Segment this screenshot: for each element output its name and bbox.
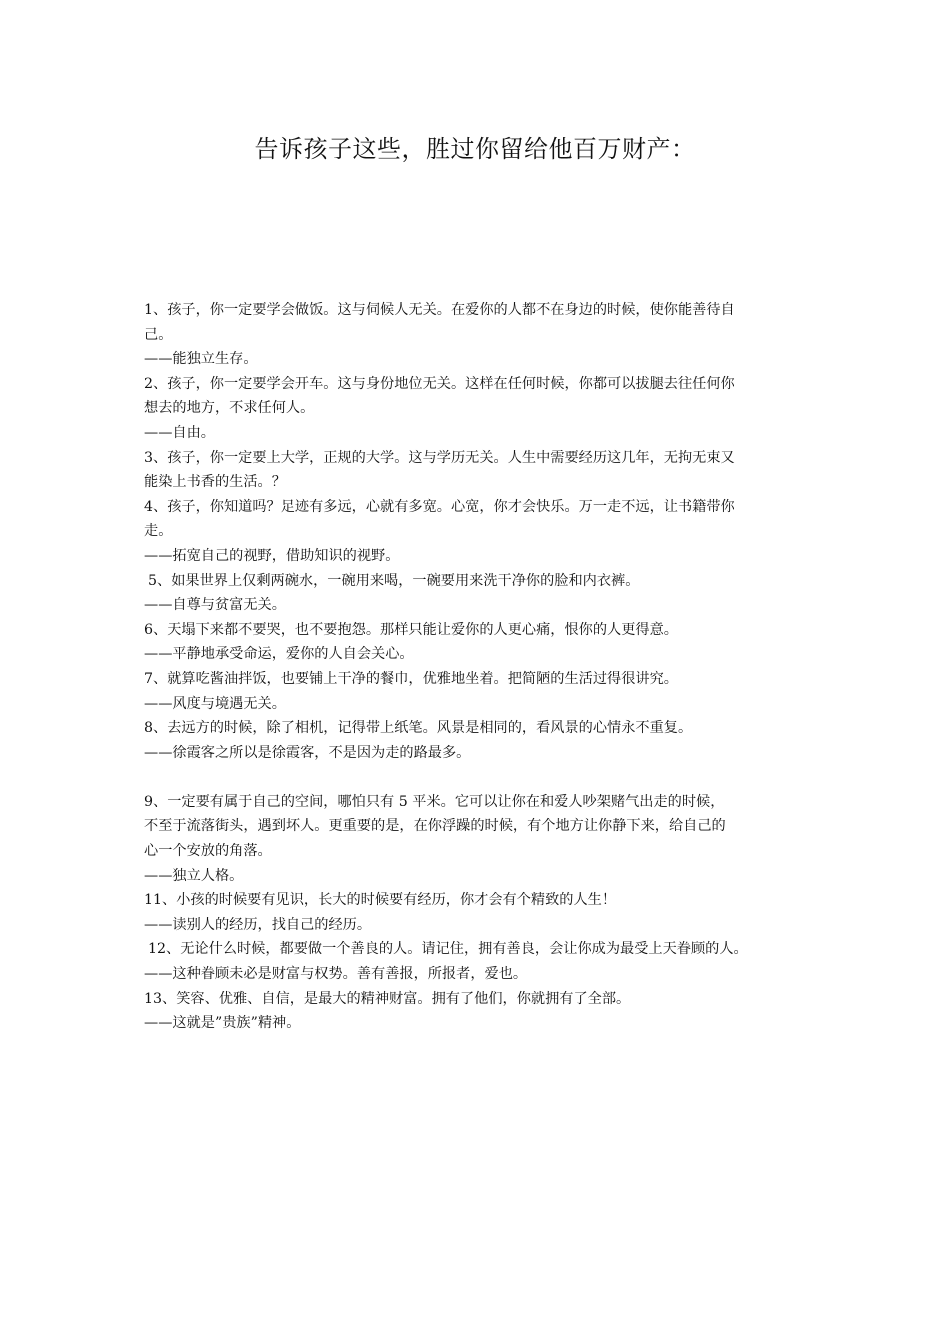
body-line: 想去的地方，不求任何人。 [144,400,315,417]
body-line: 9、一定要有属于自己的空间，哪怕只有 5 平米。它可以让你在和爱人吵架赌气出走的时候， [144,793,725,810]
body-line: 13、笑容、优雅、自信，是最大的精神财富。拥有了他们，你就拥有了全部。 [144,990,631,1007]
paragraph-spacer [144,765,824,790]
body-line: 3、孩子，你一定要上大学，正规的大学。这与学历无关。人生中需要经历这几年，无拘无束又 [144,449,735,466]
document-body [144,298,824,1036]
body-line: ——自由。 [144,424,215,441]
body-line: 不至于流落街头，遇到坏人。更重要的是，在你浮躁的时候，有个地方让你静下来，给自己的 [144,818,726,835]
body-line: ——能独立生存。 [144,351,258,368]
body-line: ——风度与境遇无关。 [144,695,286,712]
body-line: 1、孩子，你一定要学会做饭。这与伺候人无关。在爱你的人都不在身边的时候，使你能善待自 [144,302,735,318]
body-line: 11、小孩的时候要有见识，长大的时候要有经历，你才会有个精致的人生！ [144,892,617,909]
body-line: 12、无论什么时候，都要做一个善良的人。请记住，拥有善良，会让你成为最受上天眷顾的人。 [148,941,748,958]
body-line: ——这就是”贵族”精神。 [144,1015,301,1032]
body-line: ——徐霞客之所以是徐霞客，不是因为走的路最多。 [144,744,471,761]
body-line: 心一个安放的角落。 [144,843,272,860]
body-line: 2、孩子，你一定要学会开车。这与身份地位无关。这样在任何时候，你都可以拔腿去往任何你 [144,375,735,392]
body-line: 6、天塌下来都不要哭，也不要抱怨。那样只能让爱你的人更心痛，恨你的人更得意。 [144,621,678,638]
body-line: 8、去远方的时候，除了相机，记得带上纸笔。风景是相同的，看风景的心情永不重复。 [144,720,693,737]
body-line: 5、如果世界上仅剩两碗水，一碗用来喝，一碗要用来洗干净你的脸和内衣裤。 [148,572,640,589]
body-line: ——这种眷顾未必是财富与权势。善有善报，所报者，爱也。 [144,966,528,983]
body-line: 7、就算吃酱油拌饭，也要铺上干净的餐巾，优雅地坐着。把简陋的生活过得很讲究。 [144,670,678,687]
document-title: 告诉孩子这些，胜过你留给他百万财产： [254,135,696,163]
body-line: ——独立人格。 [144,867,244,884]
body-line: ——拓宽自己的视野，借助知识的视野。 [144,547,400,564]
body-line: 己。 [144,326,173,343]
body-line: 能染上书香的生活。？ [144,474,286,491]
body-line: ——读别人的经历，找自己的经历。 [144,916,372,933]
body-line: ——自尊与贫富无关。 [144,597,286,614]
body-line: ——平静地承受命运，爱你的人自会关心。 [144,646,414,663]
body-line: 4、孩子，你知道吗？足迹有多远，心就有多宽。心宽，你才会快乐。万一走不远，让书籍带你 [144,498,735,515]
body-line: 走。 [144,523,173,540]
